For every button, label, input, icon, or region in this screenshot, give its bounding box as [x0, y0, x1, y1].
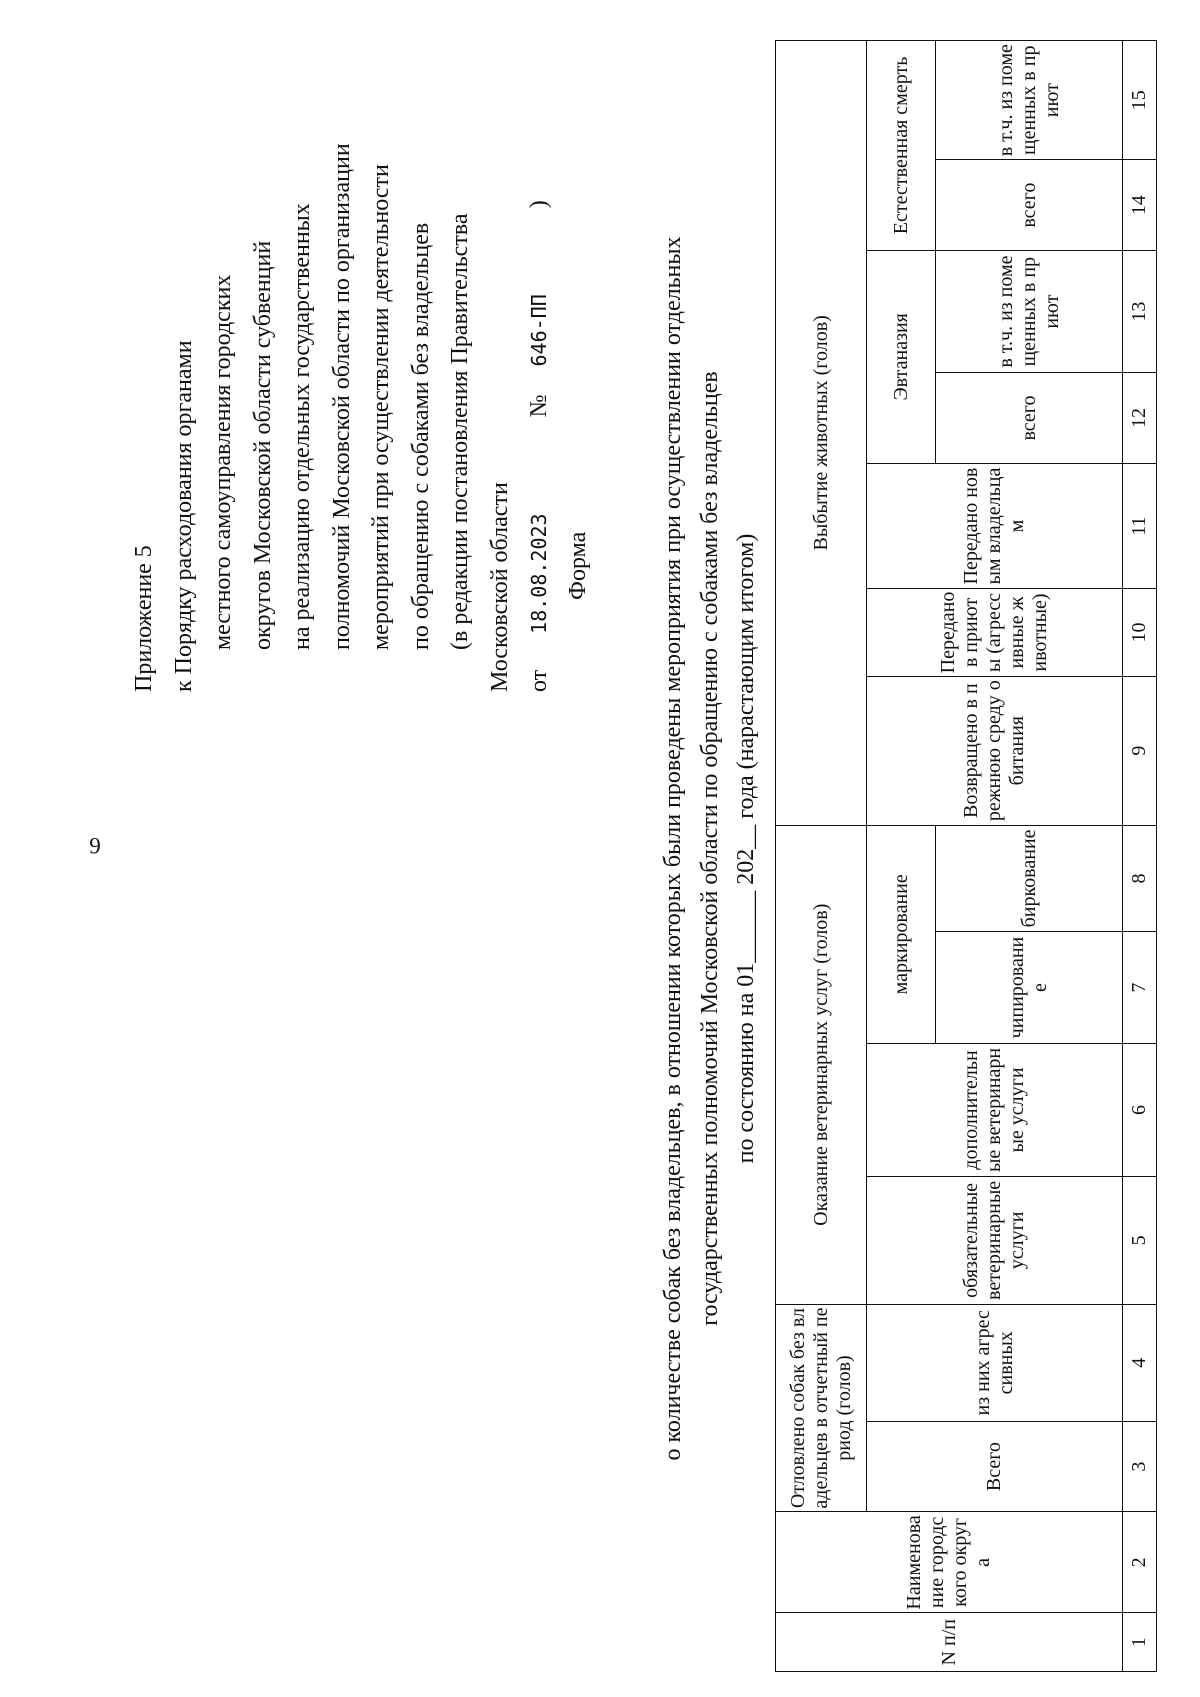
appendix-line: Приложение 5 [131, 545, 157, 692]
date-prefix: от [526, 669, 552, 692]
header-caught-aggressive: из них агрессивных [867, 1304, 1123, 1421]
column-number: 15 [1123, 41, 1157, 160]
column-number: 2 [1123, 1512, 1157, 1613]
header-district-name: Наименование городского округа [776, 1512, 1123, 1613]
header-new-owners: Передано новым владельцам [867, 463, 1123, 589]
heading-line-3: по состоянию на 01______ 202__ года (нарастающим итогом) [733, 533, 759, 1164]
report-table [775, 40, 1157, 1672]
heading-line-2: государственных полномочий Московской области по обращению с собаками без владельцев [697, 371, 723, 1326]
appendix-line: по обращению с собаками без владельцев [407, 222, 434, 650]
appendix-line: Московской области [486, 482, 513, 692]
appendix-line: местного самоуправления городских [210, 274, 236, 650]
header-chipping: чипирование [936, 932, 1123, 1044]
appendix-line: к Порядку расходования органами [170, 340, 197, 692]
header-caught-total: Всего [867, 1421, 1123, 1511]
header-natural-in-shelter: в т.ч. из помещенных в приют [936, 41, 1123, 160]
header-to-shelter: Передано в приюты (агрессивные животные) [867, 589, 1123, 676]
number-value: 646-ПП [527, 294, 551, 367]
form-label: Форма [565, 531, 591, 600]
column-number: 4 [1123, 1304, 1157, 1421]
header-euth-total: всего [936, 373, 1123, 463]
column-number: 1 [1123, 1613, 1157, 1672]
header-natural-death: Естественная смерть [867, 41, 936, 251]
heading-line-1: о количестве собак без владельцев, в отношении которых были проведены мероприятия при осуществлении отдельных [660, 236, 686, 1461]
column-number: 10 [1123, 589, 1157, 676]
column-number: 6 [1123, 1043, 1157, 1176]
header-euth-in-shelter: в т.ч. из помещенных в приют [936, 250, 1123, 372]
column-number: 13 [1123, 250, 1157, 372]
header-natural-total: всего [936, 160, 1123, 250]
header-np: N п/п [776, 1613, 1123, 1672]
date-value: 18.08.2023 [527, 513, 551, 634]
page-number: 9 [89, 833, 101, 859]
appendix-block [125, 52, 560, 692]
column-number: 9 [1123, 676, 1157, 825]
column-number: 11 [1123, 463, 1157, 589]
header-euthanasia: Эвтаназия [867, 250, 936, 463]
header-vet-services: Оказание ветеринарных услуг (голов) [776, 825, 867, 1304]
appendix-line: округов Московской области субвенций [249, 240, 276, 650]
appendix-line: мероприятий при осуществлении деятельности [368, 164, 394, 650]
appendix-line: полномочий Московской области по организации [328, 143, 355, 650]
column-number: 7 [1123, 932, 1157, 1044]
column-number: 5 [1123, 1177, 1157, 1305]
appendix-date-line [520, 52, 560, 692]
column-number: 8 [1123, 825, 1157, 932]
header-vet-mandatory: обязательные ветеринарные услуги [867, 1177, 1123, 1305]
column-number: 12 [1123, 373, 1157, 463]
header-marking: маркирование [867, 825, 936, 1043]
header-vet-additional: дополнительные ветеринарные услуги [867, 1043, 1123, 1176]
appendix-line: (в редакции постановления Правительства [447, 213, 473, 650]
header-returned: Возвращено в прежнюю среду обитания [867, 676, 1123, 825]
header-disposal: Выбытие животных (голов) [776, 41, 867, 826]
close-paren: ) [526, 200, 552, 209]
number-prefix: № [526, 394, 552, 418]
column-number: 14 [1123, 160, 1157, 250]
column-number: 3 [1123, 1421, 1157, 1511]
header-tagging: биркование [936, 825, 1123, 932]
header-caught: Отловлено собак без владельцев в отчетный период (голов) [776, 1304, 867, 1512]
appendix-line: на реализацию отдельных государственных [289, 203, 315, 650]
